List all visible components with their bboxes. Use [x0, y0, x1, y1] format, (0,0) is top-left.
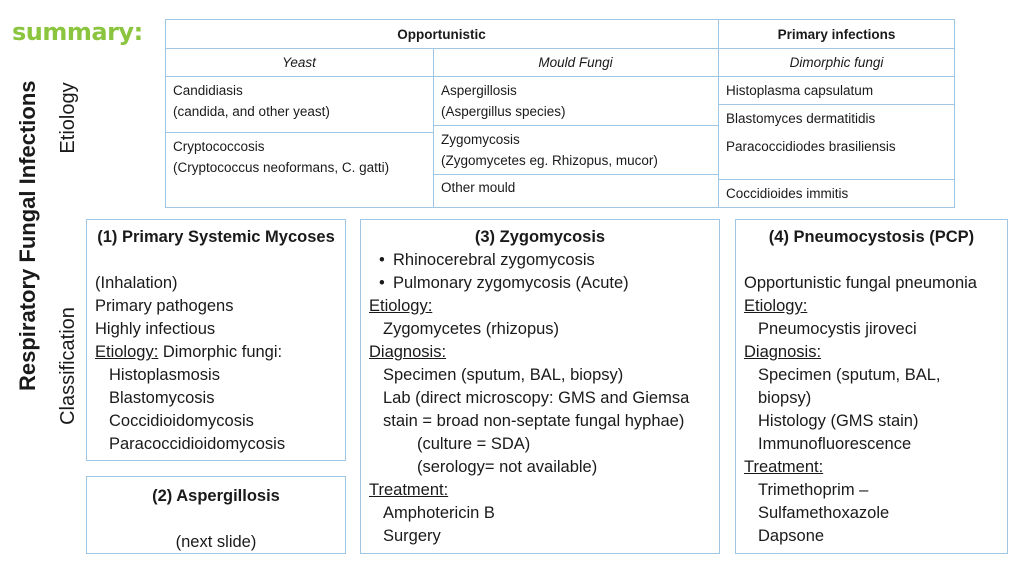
box-primary-systemic-mycoses: [86, 219, 346, 461]
table-cell-dimorphic: Coccidioides immitis: [726, 186, 849, 201]
box-title: (1) Primary Systemic Mycoses: [97, 228, 335, 246]
diagnosis-line: Histology (GMS stain): [758, 412, 919, 430]
cell-text: Zygomycosis: [441, 132, 520, 147]
treatment-label: Treatment:: [744, 458, 824, 476]
table-cell-mould: [441, 80, 716, 122]
subheader-mould-fungi: Mould Fungi: [538, 55, 613, 70]
diagnosis-line: Specimen (sputum, BAL,: [758, 366, 941, 384]
side-label-classification: Classification: [57, 307, 79, 425]
diagnosis-line: biopsy): [758, 389, 812, 407]
side-label-main: Respiratory Fungal Infections: [15, 80, 40, 391]
text-line: Highly infectious: [95, 320, 216, 338]
list-item: Coccidioidomycosis: [109, 412, 254, 430]
table-cell-yeast: [173, 80, 431, 122]
table-cell-dimorphic: Paracoccidiodes brasiliensis: [726, 139, 896, 154]
list-item: Paracoccidioidomycosis: [109, 435, 286, 453]
side-label-etiology: Etiology: [57, 82, 79, 154]
bullet-item: • Rhinocerebral zygomycosis: [369, 249, 711, 272]
etiology-line: [95, 341, 337, 364]
box-note: (next slide): [175, 533, 257, 551]
etiology-value: Zygomycetes (rhizopus): [383, 320, 560, 338]
list-item: Blastomycosis: [109, 389, 215, 407]
table-cell-dimorphic: Histoplasma capsulatum: [726, 83, 874, 98]
slide-title: summary:: [12, 18, 143, 46]
diagnosis-line: Lab (direct microscopy: GMS and Giemsa: [383, 389, 690, 407]
diagnosis-sub: (culture = SDA): [417, 435, 531, 453]
etiology-label: Etiology:: [95, 343, 159, 361]
bullet-item: • Pulmonary zygomycosis (Acute): [369, 272, 711, 295]
treatment-item: Trimethoprim –: [758, 481, 869, 499]
subheader-dimorphic-fungi: Dimorphic fungi: [789, 55, 884, 70]
text-line: (Inhalation): [95, 274, 178, 292]
diagnosis-sub: (serology= not available): [417, 458, 598, 476]
table-cell-mould: [441, 129, 716, 171]
etiology-label: Etiology:: [369, 297, 433, 315]
diagnosis-label: Diagnosis:: [744, 343, 822, 361]
diagnosis-line: Immunofluorescence: [758, 435, 912, 453]
intro-line: Opportunistic fungal pneumonia: [744, 274, 977, 292]
treatment-label: Treatment:: [369, 481, 449, 499]
box-title: (4) Pneumocystosis (PCP): [768, 228, 975, 246]
treatment-item: Surgery: [383, 527, 441, 545]
header-primary-infections: Primary infections: [777, 27, 896, 42]
etiology-value: Pneumocystis jiroveci: [758, 320, 917, 338]
cell-text: (candida, and other yeast): [173, 104, 330, 119]
cell-text: Aspergillosis: [441, 83, 517, 98]
diagnosis-label: Diagnosis:: [369, 343, 447, 361]
etiology-label: Etiology:: [744, 297, 808, 315]
subheader-yeast: Yeast: [282, 55, 316, 70]
cell-text: (Aspergillus species): [441, 104, 566, 119]
cell-text: (Cryptococcus neoformans, C. gatti): [173, 160, 390, 175]
treatment-item: Amphotericin B: [383, 504, 495, 522]
diagnosis-line: Specimen (sputum, BAL, biopsy): [383, 366, 624, 384]
box-pneumocystosis: [735, 219, 1008, 554]
box-aspergillosis: [86, 476, 346, 554]
box-zygomycosis: [360, 219, 720, 554]
box-title: (3) Zygomycosis: [474, 228, 606, 246]
treatment-item: Sulfamethoxazole: [758, 504, 890, 522]
table-cell-dimorphic: Blastomyces dermatitidis: [726, 111, 876, 126]
cell-text: (Zygomycetes eg. Rhizopus, mucor): [441, 153, 658, 168]
etiology-value: Dimorphic fungi:: [158, 343, 283, 361]
diagnosis-line: stain = broad non-septate fungal hyphae): [383, 412, 685, 430]
box-title: (2) Aspergillosis: [152, 487, 280, 505]
cell-text: Candidiasis: [173, 83, 243, 98]
text-line: Primary pathogens: [95, 297, 234, 315]
table-cell-mould: Other mould: [441, 180, 516, 195]
cell-text: Cryptococcosis: [173, 139, 265, 154]
header-opportunistic: Opportunistic: [397, 27, 486, 42]
list-item: Histoplasmosis: [109, 366, 220, 384]
table-cell-yeast: [173, 136, 431, 178]
treatment-item: Dapsone: [758, 527, 825, 545]
